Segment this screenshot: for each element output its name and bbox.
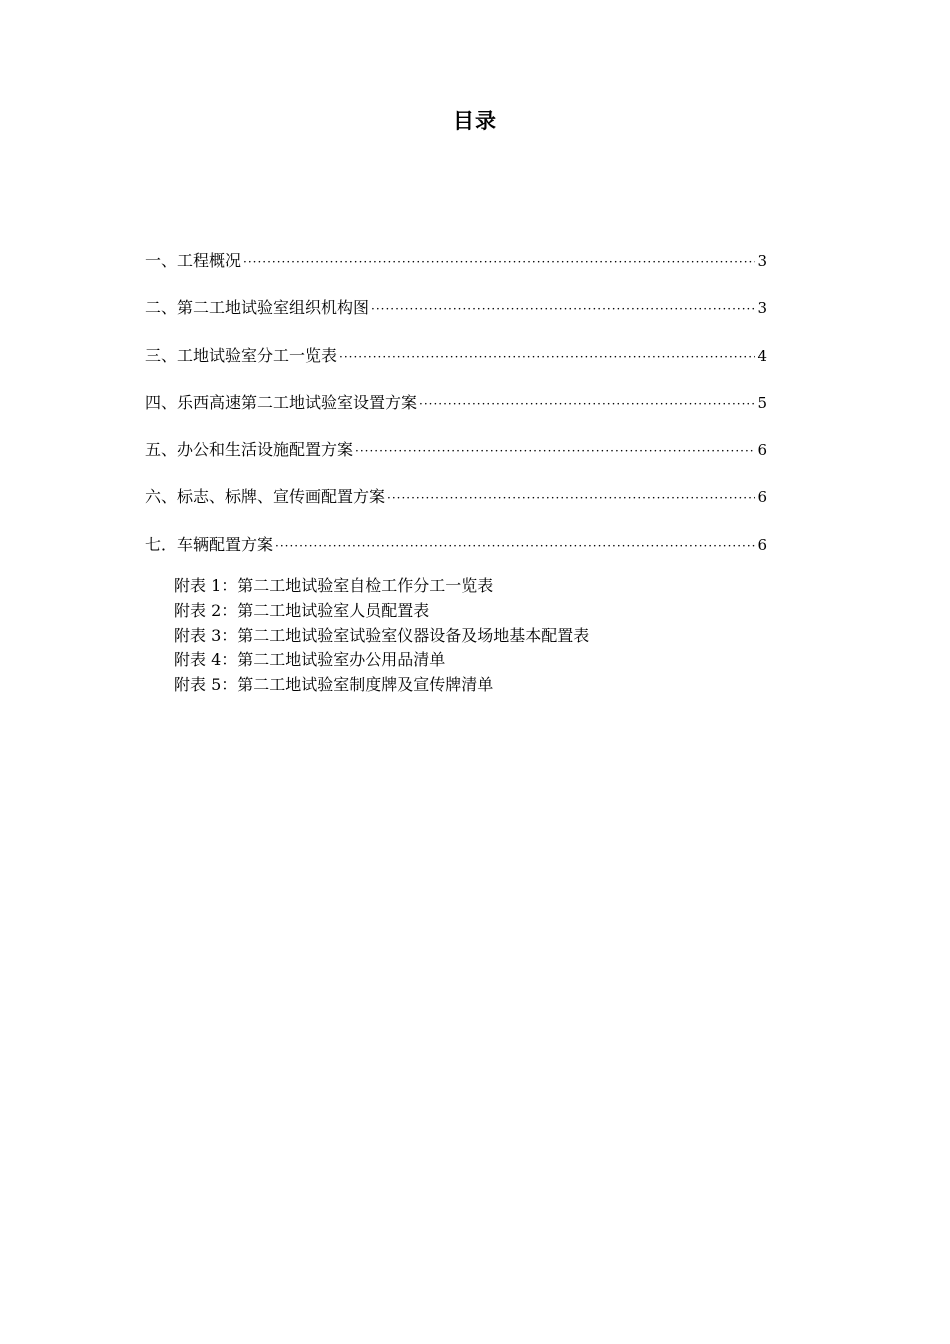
toc-entry-label: 二、第二工地试验室组织机构图 (145, 298, 370, 318)
toc-dot-leader (371, 294, 755, 324)
appendix-item: 附表 4：第二工地试验室办公用品清单 (174, 650, 446, 670)
toc-page-number: 3 (757, 252, 767, 270)
toc-entry[interactable] (145, 246, 767, 276)
toc-page-number: 6 (757, 535, 767, 554)
appendix-item: 附表 1：第二工地试验室自检工作分工一览表 (174, 576, 494, 595)
page-title: 目录 (453, 109, 497, 133)
toc-dot-leader (275, 531, 755, 561)
toc-entry[interactable] (145, 341, 767, 371)
toc-entry-label: 六、标志、标牌、宣传画配置方案 (145, 487, 386, 507)
toc-entry[interactable] (145, 530, 767, 560)
toc-dot-leader (339, 342, 755, 372)
toc-entry[interactable] (145, 293, 767, 323)
toc-dot-leader (419, 389, 755, 419)
toc-entry-label: 七．车辆配置方案 (145, 534, 274, 554)
table-of-contents (145, 246, 767, 577)
appendix-list (174, 574, 774, 698)
toc-dot-leader (243, 247, 755, 277)
appendix-item: 附表 5：第二工地试验室制度牌及宣传牌清单 (174, 675, 494, 695)
toc-dot-leader (355, 436, 755, 466)
toc-entry[interactable] (145, 435, 767, 465)
toc-entry-label: 三、工地试验室分工一览表 (145, 345, 338, 365)
toc-page-number: 6 (757, 441, 767, 460)
toc-entry[interactable] (145, 482, 767, 512)
toc-entry-label: 四、乐西高速第二工地试验室设置方案 (145, 392, 418, 412)
toc-dot-leader (387, 483, 755, 513)
toc-page-number: 6 (757, 488, 767, 507)
toc-entry-label: 五、办公和生活设施配置方案 (145, 440, 354, 460)
toc-page-number: 5 (757, 393, 767, 412)
appendix-item: 附表 3：第二工地试验室试验室仪器设备及场地基本配置表 (174, 625, 590, 645)
toc-page-number: 4 (757, 346, 767, 365)
toc-page-number: 3 (757, 299, 767, 318)
toc-entry-label: 一、工程概况 (145, 251, 242, 270)
toc-entry[interactable] (145, 388, 767, 418)
appendix-item: 附表 2：第二工地试验室人员配置表 (174, 600, 430, 620)
